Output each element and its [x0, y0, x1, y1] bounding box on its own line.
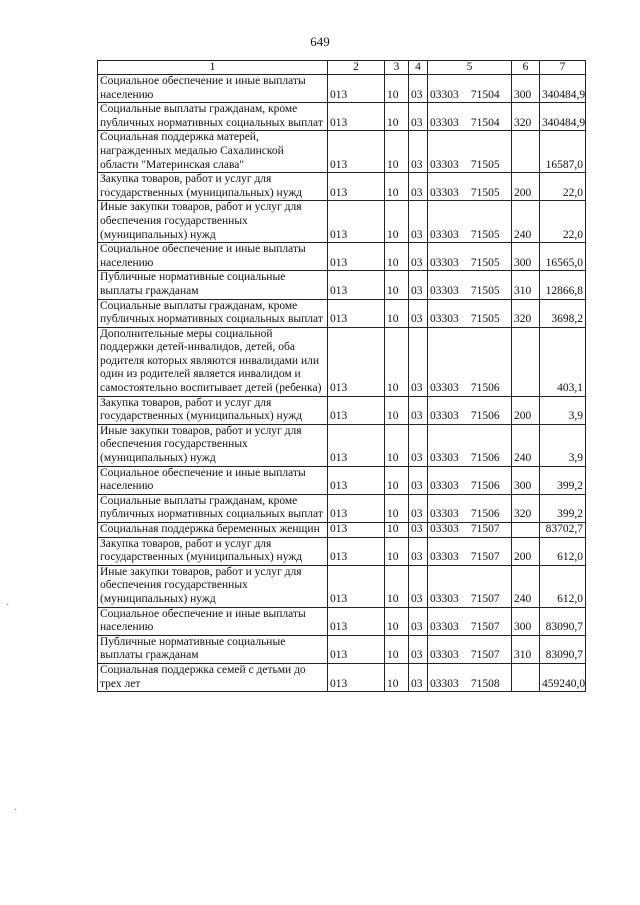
cell-code-2: 10 — [385, 424, 409, 466]
code-part-a: 03303 — [430, 410, 459, 423]
code-part-a: 03303 — [430, 382, 459, 395]
table-row — [98, 75, 586, 103]
cell-code-type: 240 — [512, 201, 540, 243]
cell-code-2: 10 — [385, 173, 409, 201]
page-number: 649 — [310, 34, 330, 49]
cell-code-type: 320 — [512, 494, 540, 522]
cell-code-2: 10 — [385, 271, 409, 299]
header-cell: 6 — [512, 61, 540, 75]
code-part-b: 71506 — [470, 480, 500, 493]
code-part-a: 03303 — [430, 508, 459, 521]
code-part-b: 71507 — [470, 551, 500, 564]
code-part-b: 71508 — [470, 677, 500, 690]
cell-amount: 340484,9 — [540, 75, 586, 103]
row-name: Социальная поддержка семей с детьми до трех лет — [98, 663, 328, 691]
cell-code-1: 013 — [328, 565, 385, 607]
code-part-b: 71506 — [470, 382, 500, 395]
cell-code-target — [428, 243, 512, 271]
cell-code-1: 013 — [328, 201, 385, 243]
cell-code-target — [428, 271, 512, 299]
code-part-a: 03303 — [430, 313, 459, 326]
header-row — [98, 61, 586, 75]
cell-code-2: 10 — [385, 299, 409, 327]
code-part-a: 03303 — [430, 228, 459, 241]
cell-code-3: 03 — [409, 607, 428, 635]
margin-mark: · — [14, 805, 18, 816]
table-row — [98, 131, 586, 173]
cell-code-2: 10 — [385, 494, 409, 522]
cell-code-1: 013 — [328, 103, 385, 131]
cell-code-2: 10 — [385, 523, 409, 538]
cell-amount: 83090,7 — [540, 607, 586, 635]
code-part-b: 71504 — [470, 116, 500, 129]
cell-code-target — [428, 663, 512, 691]
cell-code-target — [428, 201, 512, 243]
cell-code-2: 10 — [385, 663, 409, 691]
cell-code-1: 013 — [328, 607, 385, 635]
row-name: Социальная поддержка матерей, награжденных медалью Сахалинской области "Материнская слава" — [98, 131, 328, 173]
cell-code-2: 10 — [385, 635, 409, 663]
code-part-b: 71505 — [470, 313, 500, 326]
cell-code-target — [428, 424, 512, 466]
cell-code-type: 300 — [512, 607, 540, 635]
code-part-a: 03303 — [430, 256, 459, 269]
cell-code-3: 03 — [409, 327, 428, 396]
cell-code-type: 310 — [512, 635, 540, 663]
row-name: Социальные выплаты гражданам, кроме публичных нормативных социальных выплат — [98, 299, 328, 327]
table-row — [98, 396, 586, 424]
row-name: Социальное обеспечение и иные выплаты населению — [98, 607, 328, 635]
budget-table — [97, 60, 586, 692]
cell-code-1: 013 — [328, 424, 385, 466]
header-cell: 5 — [428, 61, 512, 75]
table-row — [98, 607, 586, 635]
cell-code-2: 10 — [385, 201, 409, 243]
cell-code-1: 013 — [328, 75, 385, 103]
cell-code-2: 10 — [385, 607, 409, 635]
code-part-a: 03303 — [430, 621, 459, 634]
code-part-b: 71506 — [470, 508, 500, 521]
code-part-b: 71506 — [470, 410, 500, 423]
cell-code-3: 03 — [409, 131, 428, 173]
code-part-a: 03303 — [430, 592, 459, 605]
cell-amount: 3,9 — [540, 396, 586, 424]
cell-code-type: 320 — [512, 299, 540, 327]
row-name: Дополнительные меры социальной поддержки детей-инвалидов, детей, оба родителя которых являются инвалидами или один из родителей является инвалидом и самостоятельно воспитывает детей (ребенка) — [98, 327, 328, 396]
cell-code-type: 240 — [512, 424, 540, 466]
header-cell: 1 — [98, 61, 328, 75]
table-row — [98, 173, 586, 201]
cell-code-3: 03 — [409, 271, 428, 299]
table-row — [98, 201, 586, 243]
cell-code-1: 013 — [328, 173, 385, 201]
cell-code-target — [428, 173, 512, 201]
cell-code-2: 10 — [385, 396, 409, 424]
code-part-a: 03303 — [430, 551, 459, 564]
code-part-a: 03303 — [430, 158, 459, 171]
cell-code-1: 013 — [328, 663, 385, 691]
code-part-a: 03303 — [430, 186, 459, 199]
cell-code-1: 013 — [328, 635, 385, 663]
cell-code-2: 10 — [385, 75, 409, 103]
row-name: Социальные выплаты гражданам, кроме публичных нормативных социальных выплат — [98, 103, 328, 131]
cell-code-3: 03 — [409, 243, 428, 271]
code-part-b: 71505 — [470, 284, 500, 297]
cell-code-3: 03 — [409, 299, 428, 327]
table-row — [98, 537, 586, 565]
cell-code-type: 200 — [512, 173, 540, 201]
cell-code-type — [512, 523, 540, 538]
cell-code-target — [428, 103, 512, 131]
cell-code-2: 10 — [385, 243, 409, 271]
code-part-b: 71504 — [470, 88, 500, 101]
cell-code-3: 03 — [409, 396, 428, 424]
cell-code-type: 300 — [512, 75, 540, 103]
code-part-b: 71507 — [470, 649, 500, 662]
cell-code-3: 03 — [409, 565, 428, 607]
row-name: Социальные выплаты гражданам, кроме публичных нормативных социальных выплат — [98, 494, 328, 522]
cell-amount: 459240,0 — [540, 663, 586, 691]
margin-mark: · — [6, 600, 10, 611]
table-row — [98, 424, 586, 466]
code-part-a: 03303 — [430, 284, 459, 297]
cell-code-1: 013 — [328, 396, 385, 424]
row-name: Иные закупки товаров, работ и услуг для обеспечения государственных (муниципальных) нужд — [98, 201, 328, 243]
cell-code-type: 300 — [512, 466, 540, 494]
cell-code-3: 03 — [409, 424, 428, 466]
table-row — [98, 299, 586, 327]
cell-code-3: 03 — [409, 635, 428, 663]
cell-amount: 16565,0 — [540, 243, 586, 271]
cell-code-type: 240 — [512, 565, 540, 607]
cell-code-target — [428, 523, 512, 538]
cell-code-1: 013 — [328, 494, 385, 522]
cell-amount: 403,1 — [540, 327, 586, 396]
cell-code-target — [428, 565, 512, 607]
cell-code-3: 03 — [409, 173, 428, 201]
code-part-b: 71507 — [470, 621, 500, 634]
code-part-b: 71505 — [470, 186, 500, 199]
cell-code-type — [512, 327, 540, 396]
cell-amount: 3698,2 — [540, 299, 586, 327]
cell-code-target — [428, 494, 512, 522]
table-row — [98, 243, 586, 271]
cell-code-3: 03 — [409, 537, 428, 565]
code-part-a: 03303 — [430, 88, 459, 101]
cell-code-target — [428, 299, 512, 327]
table-row — [98, 663, 586, 691]
cell-code-target — [428, 131, 512, 173]
cell-code-1: 013 — [328, 327, 385, 396]
row-name: Иные закупки товаров, работ и услуг для обеспечения государственных (муниципальных) нужд — [98, 565, 328, 607]
row-name: Иные закупки товаров, работ и услуг для обеспечения государственных (муниципальных) нужд — [98, 424, 328, 466]
cell-code-3: 03 — [409, 75, 428, 103]
cell-code-2: 10 — [385, 565, 409, 607]
cell-amount: 612,0 — [540, 537, 586, 565]
cell-code-2: 10 — [385, 537, 409, 565]
cell-code-1: 013 — [328, 131, 385, 173]
cell-code-3: 03 — [409, 523, 428, 538]
cell-amount: 399,2 — [540, 494, 586, 522]
table-row — [98, 103, 586, 131]
cell-code-target — [428, 607, 512, 635]
code-part-b: 71507 — [470, 523, 500, 535]
table-row — [98, 635, 586, 663]
cell-amount: 3,9 — [540, 424, 586, 466]
row-name: Социальное обеспечение и иные выплаты населению — [98, 75, 328, 103]
code-part-a: 03303 — [430, 649, 459, 662]
cell-amount: 22,0 — [540, 173, 586, 201]
cell-code-2: 10 — [385, 131, 409, 173]
table-row — [98, 327, 586, 396]
code-part-b: 71507 — [470, 592, 500, 605]
cell-code-target — [428, 75, 512, 103]
row-name: Закупка товаров, работ и услуг для государственных (муниципальных) нужд — [98, 537, 328, 565]
header-cell: 7 — [540, 61, 586, 75]
table-row — [98, 271, 586, 299]
table-row — [98, 466, 586, 494]
table-row — [98, 523, 586, 538]
cell-code-target — [428, 635, 512, 663]
cell-code-type: 300 — [512, 243, 540, 271]
cell-code-1: 013 — [328, 299, 385, 327]
code-part-a: 03303 — [430, 677, 459, 690]
cell-code-target — [428, 396, 512, 424]
row-name: Публичные нормативные социальные выплаты гражданам — [98, 635, 328, 663]
cell-amount: 83702,7 — [540, 523, 586, 538]
cell-code-1: 013 — [328, 523, 385, 538]
code-part-b: 71505 — [470, 158, 500, 171]
code-part-b: 71505 — [470, 256, 500, 269]
cell-code-type — [512, 663, 540, 691]
cell-code-type — [512, 131, 540, 173]
header-cell: 3 — [385, 61, 409, 75]
cell-code-3: 03 — [409, 103, 428, 131]
cell-amount: 22,0 — [540, 201, 586, 243]
cell-code-target — [428, 327, 512, 396]
cell-amount: 612,0 — [540, 565, 586, 607]
cell-amount: 83090,7 — [540, 635, 586, 663]
cell-code-target — [428, 466, 512, 494]
cell-code-type: 320 — [512, 103, 540, 131]
code-part-b: 71506 — [470, 452, 500, 465]
cell-amount: 12866,8 — [540, 271, 586, 299]
cell-amount: 399,2 — [540, 466, 586, 494]
cell-code-3: 03 — [409, 466, 428, 494]
header-cell: 2 — [328, 61, 385, 75]
cell-code-1: 013 — [328, 466, 385, 494]
table-row — [98, 565, 586, 607]
header-cell: 4 — [409, 61, 428, 75]
cell-code-type: 310 — [512, 271, 540, 299]
cell-code-1: 013 — [328, 271, 385, 299]
cell-code-2: 10 — [385, 466, 409, 494]
cell-code-target — [428, 537, 512, 565]
code-part-a: 03303 — [430, 480, 459, 493]
cell-code-3: 03 — [409, 201, 428, 243]
row-name: Социальное обеспечение и иные выплаты населению — [98, 466, 328, 494]
code-part-a: 03303 — [430, 523, 459, 535]
table-row — [98, 494, 586, 522]
cell-code-1: 013 — [328, 537, 385, 565]
cell-code-3: 03 — [409, 663, 428, 691]
code-part-b: 71505 — [470, 228, 500, 241]
row-name: Публичные нормативные социальные выплаты гражданам — [98, 271, 328, 299]
cell-code-2: 10 — [385, 327, 409, 396]
code-part-a: 03303 — [430, 116, 459, 129]
cell-code-2: 10 — [385, 103, 409, 131]
row-name: Социальная поддержка беременных женщин — [98, 523, 328, 538]
code-part-a: 03303 — [430, 452, 459, 465]
cell-amount: 16587,0 — [540, 131, 586, 173]
row-name: Закупка товаров, работ и услуг для государственных (муниципальных) нужд — [98, 173, 328, 201]
cell-code-1: 013 — [328, 243, 385, 271]
cell-amount: 340484,9 — [540, 103, 586, 131]
cell-code-type: 200 — [512, 396, 540, 424]
row-name: Закупка товаров, работ и услуг для государственных (муниципальных) нужд — [98, 396, 328, 424]
row-name: Социальное обеспечение и иные выплаты населению — [98, 243, 328, 271]
cell-code-3: 03 — [409, 494, 428, 522]
cell-code-type: 200 — [512, 537, 540, 565]
